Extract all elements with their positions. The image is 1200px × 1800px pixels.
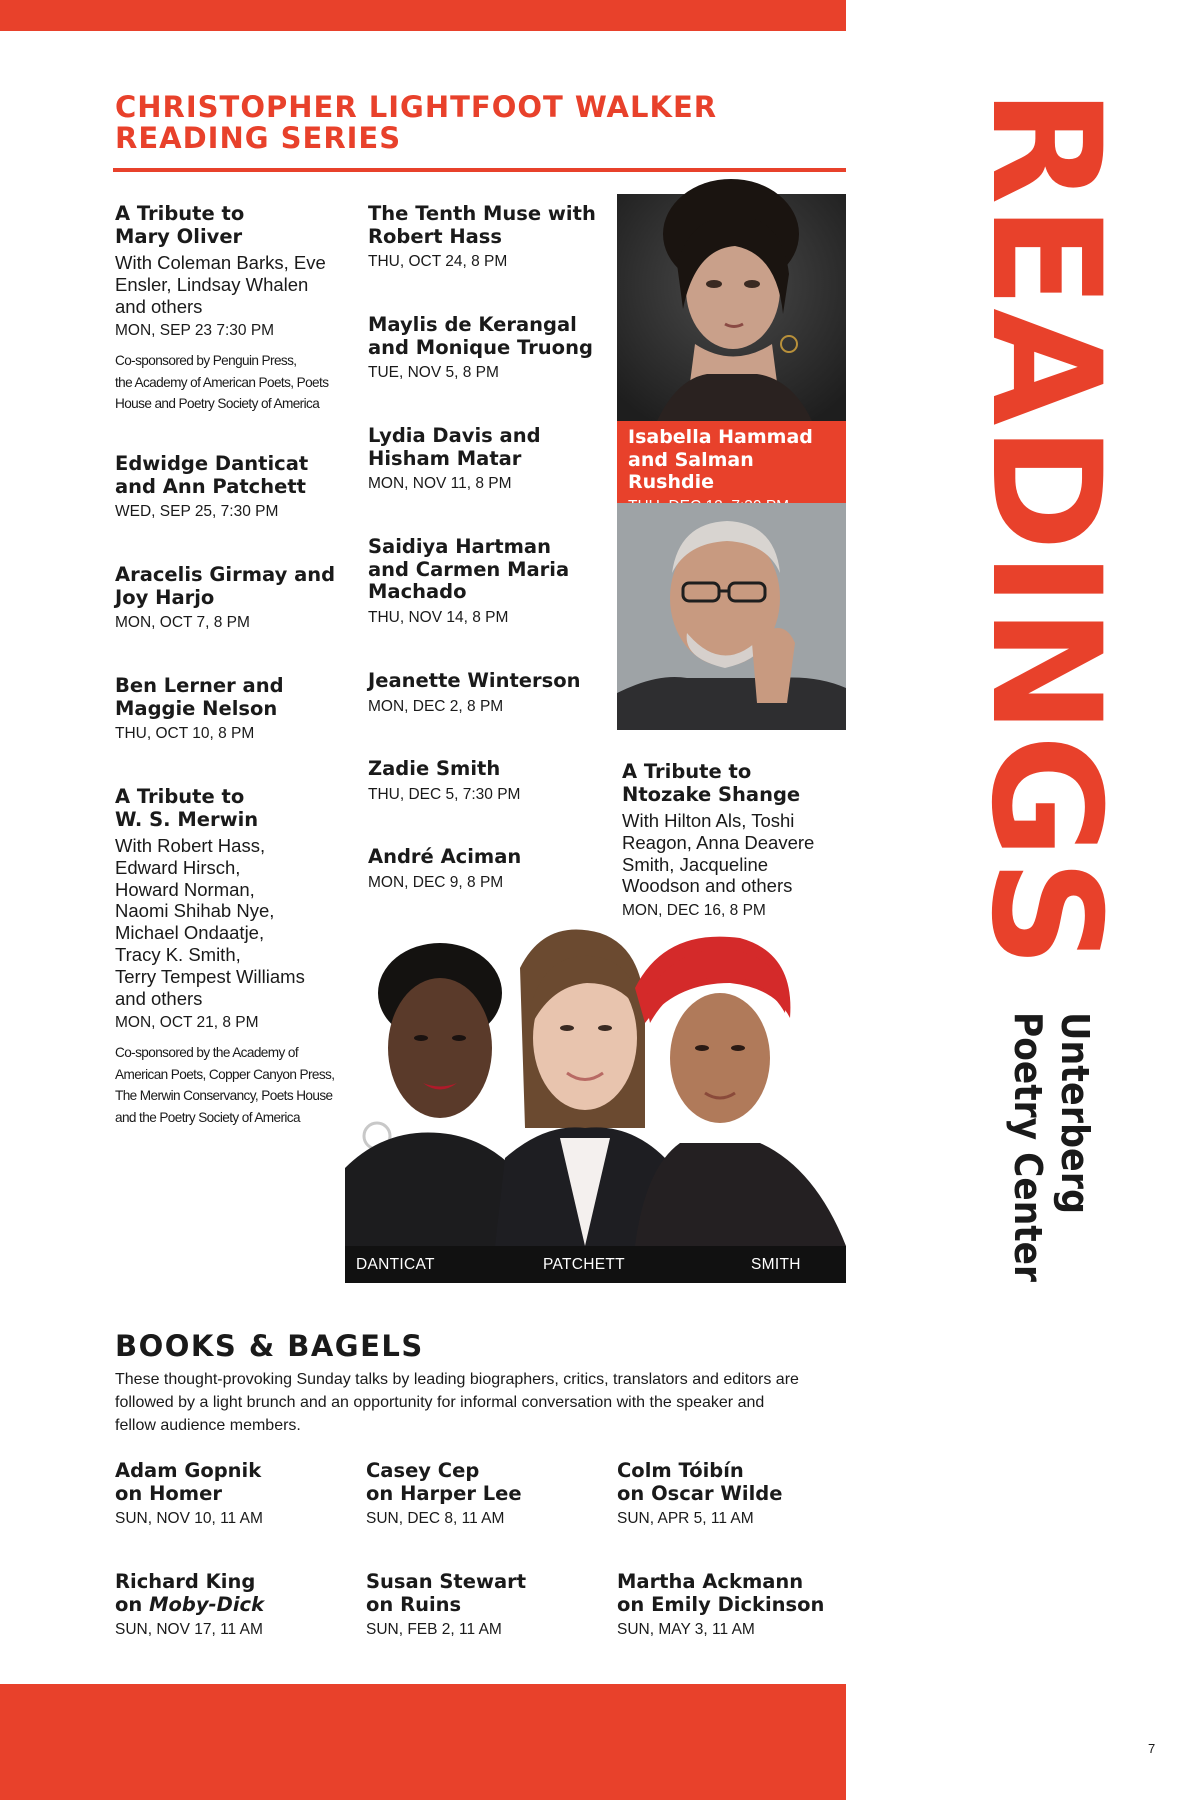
caption-patchett: PATCHETT: [543, 1256, 625, 1273]
event-aciman: [368, 846, 608, 892]
highlight-title: Isabella Hammad and Salman Rushdie: [628, 426, 813, 493]
books-bagels-description: These thought-provoking Sunday talks by leading biographers, critics, translators and editors are followed by a light brunch and an opportunity for informal conversation with the speaker and fellow audience members.: [115, 1371, 799, 1434]
event-tenth-muse: [368, 203, 608, 271]
event-date: MON, OCT 21, 8 PM: [115, 1014, 259, 1032]
caption-smith: SMITH: [751, 1256, 801, 1273]
event-title: Saidiya Hartman and Carmen Maria Machado: [368, 535, 570, 603]
event-date: THU, OCT 24, 8 PM: [368, 253, 508, 270]
readings-heading: [958, 88, 1132, 968]
event-winterson: [368, 670, 608, 716]
event-zadie-smith: [368, 758, 608, 804]
talk-date: SUN, MAY 3, 11 AM: [617, 1621, 755, 1638]
event-date: TUE, NOV 5, 8 PM: [368, 364, 499, 381]
center-name-line2: Poetry Center: [1006, 1012, 1050, 1311]
event-title: The Tenth Muse with Robert Hass: [368, 202, 596, 248]
event-kerangal-truong: [368, 314, 608, 382]
event-lerner-nelson: [115, 675, 355, 743]
group-photo: [345, 928, 846, 1246]
talk-date: SUN, FEB 2, 11 AM: [366, 1621, 502, 1638]
page-number: 7: [1148, 1741, 1156, 1756]
event-cosponsor: Co-sponsored by the Academy of American Poets, Copper Canyon Press, The Merwin Conservancy, Poets House and the Poetry Society of America: [115, 1045, 335, 1125]
talk-title: Susan Stewart on Ruins: [366, 1570, 527, 1616]
event-title: Lydia Davis and Hisham Matar: [368, 424, 541, 470]
talk-stewart: [366, 1571, 606, 1639]
event-title: A Tribute to W. S. Merwin: [115, 785, 259, 831]
event-title: Maylis de Kerangal and Monique Truong: [368, 313, 593, 359]
event-date: MON, DEC 2, 8 PM: [368, 697, 504, 715]
talk-title: Martha Ackmann on Emily Dickinson: [617, 1570, 825, 1616]
top-accent-bar: [0, 0, 846, 31]
series-title-line2: READING SERIES: [115, 121, 402, 155]
event-ntozake-shange: [622, 761, 846, 920]
event-cosponsor: Co-sponsored by Penguin Press, the Academy of American Poets, Poets House and Poetry Society of America: [115, 353, 329, 412]
series-title-line1: CHRISTOPHER LIGHTFOOT WALKER: [115, 90, 718, 124]
event-title: A Tribute to Mary Oliver: [115, 202, 245, 248]
talk-date: SUN, NOV 17, 11 AM: [115, 1621, 263, 1638]
event-title: A Tribute to Ntozake Shange: [622, 760, 801, 806]
readings-heading-text: READINGS: [958, 88, 1132, 960]
talk-date: SUN, APR 5, 11 AM: [617, 1510, 754, 1527]
rushdie-photo: [617, 503, 846, 730]
event-title: Jeanette Winterson: [368, 669, 581, 692]
talk-title: Colm Tóibín on Oscar Wilde: [617, 1459, 783, 1505]
event-participants: With Robert Hass, Edward Hirsch, Howard Norman, Naomi Shihab Nye, Michael Ondaatje, Tracy K. Smith, Terry Tempest Williams and others: [115, 835, 305, 1009]
talk-king: [115, 1571, 355, 1639]
event-danticat-patchett: [115, 453, 355, 521]
event-date: THU, NOV 14, 8 PM: [368, 608, 509, 626]
caption-danticat: DANTICAT: [356, 1256, 435, 1273]
event-title: Zadie Smith: [368, 757, 501, 780]
event-date: MON, OCT 7, 8 PM: [115, 614, 250, 631]
event-date: WED, SEP 25, 7:30 PM: [115, 503, 279, 520]
event-participants: With Coleman Barks, Eve Ensler, Lindsay Whalen and others: [115, 252, 326, 317]
talk-title: Richard King on Moby-Dick: [115, 1570, 265, 1616]
event-title: Ben Lerner and Maggie Nelson: [115, 674, 284, 720]
talk-toibin: [617, 1460, 846, 1528]
poetry-center-name: [1005, 1010, 1100, 1311]
talk-date: SUN, DEC 8, 11 AM: [366, 1510, 505, 1527]
title-divider: [113, 168, 846, 172]
center-name-line1: Unterberg: [1053, 1012, 1097, 1232]
talk-date: SUN, NOV 10, 11 AM: [115, 1510, 263, 1527]
event-date: THU, DEC 5, 7:30 PM: [368, 785, 521, 803]
books-bagels-title: BOOKS & BAGELS: [115, 1329, 424, 1363]
event-date: MON, DEC 16, 8 PM: [622, 902, 766, 920]
event-date: MON, NOV 11, 8 PM: [368, 475, 512, 492]
event-ws-merwin: [115, 786, 355, 1128]
event-title: André Aciman: [368, 845, 522, 868]
event-hartman-machado: [368, 536, 608, 627]
talk-title: Adam Gopnik on Homer: [115, 1459, 262, 1505]
event-date: MON, DEC 9, 8 PM: [368, 873, 504, 891]
series-title: [115, 92, 815, 154]
event-date: THU, OCT 10, 8 PM: [115, 725, 255, 742]
event-mary-oliver: [115, 203, 355, 415]
event-davis-matar: [368, 425, 608, 493]
event-title: Aracelis Girmay and Joy Harjo: [115, 563, 336, 609]
highlight-event-hammad-rushdie: [617, 421, 846, 503]
talk-gopnik: [115, 1460, 355, 1528]
talk-title: Casey Cep on Harper Lee: [366, 1459, 522, 1505]
event-girmay-harjo: [115, 564, 355, 632]
talk-cep: [366, 1460, 606, 1528]
talk-ackmann: [617, 1571, 846, 1639]
event-participants: With Hilton Als, Toshi Reagon, Anna Deavere Smith, Jacqueline Woodson and others: [622, 810, 815, 897]
event-date: MON, SEP 23 7:30 PM: [115, 322, 275, 340]
bottom-accent-bar: [0, 1684, 846, 1800]
hammad-photo: [617, 194, 846, 421]
event-title: Edwidge Danticat and Ann Patchett: [115, 452, 309, 498]
